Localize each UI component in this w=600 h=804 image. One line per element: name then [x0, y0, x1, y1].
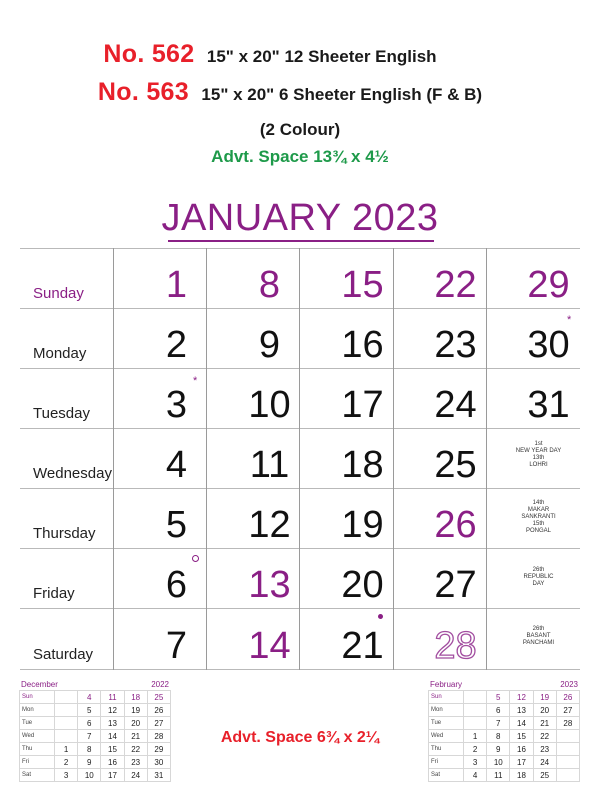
day-name-monday: Monday [33, 345, 87, 362]
mini-date: 17 [101, 769, 124, 782]
mini-calendar-table [428, 690, 580, 782]
mini-date [55, 691, 78, 704]
mini-month-name: February [430, 680, 463, 689]
mini-date: 18 [124, 691, 147, 704]
mini-date: 24 [124, 769, 147, 782]
mini-date: 6 [78, 717, 101, 730]
month-grid [20, 248, 580, 670]
mini-date: 11 [487, 769, 510, 782]
product-line-562 [0, 40, 570, 69]
date-cell: 6 [165, 564, 188, 606]
mini-calendar-february [428, 678, 580, 782]
mini-year: 2022 [151, 680, 169, 689]
grid-line [20, 608, 580, 609]
mini-date: 25 [533, 769, 556, 782]
mini-day-name: Thu [429, 743, 464, 756]
mini-date: 18 [510, 769, 533, 782]
mini-date: 13 [101, 717, 124, 730]
advt-space-small: Advt. Space 6¾ x 2¼ [220, 729, 380, 746]
product-number: No. 563 [97, 78, 189, 106]
date-cell: 25 [434, 444, 477, 486]
date-cell: 4 [165, 444, 188, 486]
mini-date: 21 [124, 730, 147, 743]
day-name-tuesday: Tuesday [33, 405, 90, 422]
mini-calendar-header [428, 678, 580, 690]
date-cell: 1 [165, 264, 188, 306]
mini-date: 16 [510, 743, 533, 756]
mini-date: 12 [101, 704, 124, 717]
mini-row [20, 769, 171, 782]
date-cell: 16 [341, 324, 384, 366]
grid-line [20, 548, 580, 549]
mini-date: 6 [487, 704, 510, 717]
holiday-note: 26th BASANT PANCHAMI [522, 626, 555, 646]
date-cell: 22 [434, 264, 477, 306]
grid-line [20, 488, 580, 489]
mini-date [556, 769, 579, 782]
mini-date: 30 [147, 756, 170, 769]
grid-line [20, 308, 580, 309]
mini-date: 26 [147, 704, 170, 717]
date-cell: 3 [165, 384, 188, 426]
mini-date: 21 [533, 717, 556, 730]
mini-date: 2 [464, 743, 487, 756]
holiday-note: 1st NEW YEAR DAY 13th LOHRI [515, 441, 562, 468]
mini-row [20, 717, 171, 730]
date-cell: 2 [165, 324, 188, 366]
date-cell: 11 [249, 444, 290, 486]
mini-date: 15 [101, 743, 124, 756]
grid-line [113, 248, 114, 670]
date-cell: 29 [527, 264, 570, 306]
star-mark: * [567, 314, 572, 326]
day-name-wednesday: Wednesday [33, 465, 112, 482]
mini-date: 23 [533, 743, 556, 756]
mini-row [429, 743, 580, 756]
date-cell: 18 [341, 444, 384, 486]
mini-date: 28 [147, 730, 170, 743]
mini-date: 3 [464, 756, 487, 769]
day-name-saturday: Saturday [33, 646, 94, 663]
month-title: JANUARY 2023 [161, 197, 439, 239]
mini-date [464, 691, 487, 704]
mini-date: 1 [55, 743, 78, 756]
date-cell: 23 [434, 324, 477, 366]
mini-day-name: Fri [429, 756, 464, 769]
date-cell: 13 [248, 564, 291, 606]
mini-date: 9 [487, 743, 510, 756]
mini-date: 11 [101, 691, 124, 704]
mini-row [429, 756, 580, 769]
mini-day-name: Wed [20, 730, 55, 743]
mini-date: 8 [487, 730, 510, 743]
date-cell: 12 [248, 504, 291, 546]
holiday-note: 14th MAKAR SANKRANTI 15th PONGAL [521, 500, 556, 534]
mini-date [556, 743, 579, 756]
star-mark: * [193, 375, 198, 387]
mini-date: 14 [101, 730, 124, 743]
date-cell: 15 [341, 264, 384, 306]
grid-line [20, 669, 580, 670]
mini-day-name: Thu [20, 743, 55, 756]
mini-day-name: Mon [20, 704, 55, 717]
product-line-563 [0, 78, 590, 107]
date-cell: 9 [258, 324, 281, 366]
mini-date: 10 [487, 756, 510, 769]
mini-date: 31 [147, 769, 170, 782]
mini-date: 25 [147, 691, 170, 704]
mini-date: 2 [55, 756, 78, 769]
date-cell: 19 [341, 504, 384, 546]
mini-date: 5 [78, 704, 101, 717]
day-name-friday: Friday [33, 585, 75, 602]
mini-date [556, 730, 579, 743]
mini-row [429, 769, 580, 782]
mini-date: 8 [78, 743, 101, 756]
mini-day-name: Fri [20, 756, 55, 769]
product-description: 15" x 20" 6 Sheeter English (F & B) [201, 85, 483, 104]
date-cell: 30 [527, 324, 570, 366]
mini-date: 22 [533, 730, 556, 743]
mini-row [20, 756, 171, 769]
date-cell: 8 [258, 264, 281, 306]
date-cell: 10 [248, 384, 291, 426]
mini-date: 4 [78, 691, 101, 704]
mini-day-name: Sat [429, 769, 464, 782]
mini-date [556, 756, 579, 769]
mini-day-name: Sat [20, 769, 55, 782]
mini-day-name: Tue [20, 717, 55, 730]
mini-date: 4 [464, 769, 487, 782]
date-cell: 31 [527, 384, 570, 426]
mini-day-name: Mon [429, 704, 464, 717]
ring-mark [192, 555, 199, 562]
mini-date: 10 [78, 769, 101, 782]
mini-date: 9 [78, 756, 101, 769]
mini-date: 17 [510, 756, 533, 769]
mini-date [55, 717, 78, 730]
mini-date [55, 704, 78, 717]
grid-line [20, 428, 580, 429]
mini-date: 1 [464, 730, 487, 743]
mini-month-name: December [21, 680, 58, 689]
product-description: 15" x 20" 12 Sheeter English [206, 47, 437, 66]
day-name-sunday: Sunday [33, 285, 84, 302]
mini-calendar-header [19, 678, 171, 690]
mini-date: 16 [101, 756, 124, 769]
holiday-note: 26th REPUBLIC DAY [523, 567, 554, 587]
mini-date: 15 [510, 730, 533, 743]
mini-date: 24 [533, 756, 556, 769]
date-cell: 7 [165, 625, 188, 667]
mini-date: 13 [510, 704, 533, 717]
date-cell: 21 [341, 625, 384, 667]
mini-date: 19 [124, 704, 147, 717]
mini-date: 7 [487, 717, 510, 730]
mini-day-name: Wed [429, 730, 464, 743]
mini-date: 7 [78, 730, 101, 743]
product-number: No. 562 [103, 40, 195, 68]
colour-note: (2 Colour) [259, 120, 341, 139]
grid-line [20, 248, 580, 249]
mini-day-name: Sun [20, 691, 55, 704]
date-cell: 24 [434, 384, 477, 426]
mini-row [20, 704, 171, 717]
mini-date: 28 [556, 717, 579, 730]
mini-date: 14 [510, 717, 533, 730]
date-cell: 26 [434, 504, 477, 546]
mini-row [429, 717, 580, 730]
date-cell: 20 [341, 564, 384, 606]
mini-date: 20 [533, 704, 556, 717]
mini-date [464, 717, 487, 730]
grid-line [20, 368, 580, 369]
mini-date: 27 [556, 704, 579, 717]
date-cell: 28 [434, 625, 477, 667]
mini-date: 23 [124, 756, 147, 769]
date-cell: 14 [248, 625, 291, 667]
mini-year: 2023 [560, 680, 578, 689]
mini-date: 27 [147, 717, 170, 730]
mini-date: 5 [487, 691, 510, 704]
mini-date: 12 [510, 691, 533, 704]
mini-date: 3 [55, 769, 78, 782]
mini-row [429, 730, 580, 743]
mini-date: 26 [556, 691, 579, 704]
advt-space-large: Advt. Space 13¾ x 4½ [211, 147, 389, 166]
mini-date [464, 704, 487, 717]
title-underline [168, 240, 434, 242]
mini-day-name: Tue [429, 717, 464, 730]
dot-mark [378, 614, 383, 619]
date-cell: 17 [341, 384, 384, 426]
date-cell: 5 [165, 504, 188, 546]
mini-date: 19 [533, 691, 556, 704]
mini-row [429, 704, 580, 717]
mini-date: 20 [124, 717, 147, 730]
mini-date: 22 [124, 743, 147, 756]
mini-row [20, 691, 171, 704]
day-name-thursday: Thursday [33, 525, 96, 542]
mini-row [429, 691, 580, 704]
mini-day-name: Sun [429, 691, 464, 704]
mini-date: 29 [147, 743, 170, 756]
date-cell: 27 [434, 564, 477, 606]
